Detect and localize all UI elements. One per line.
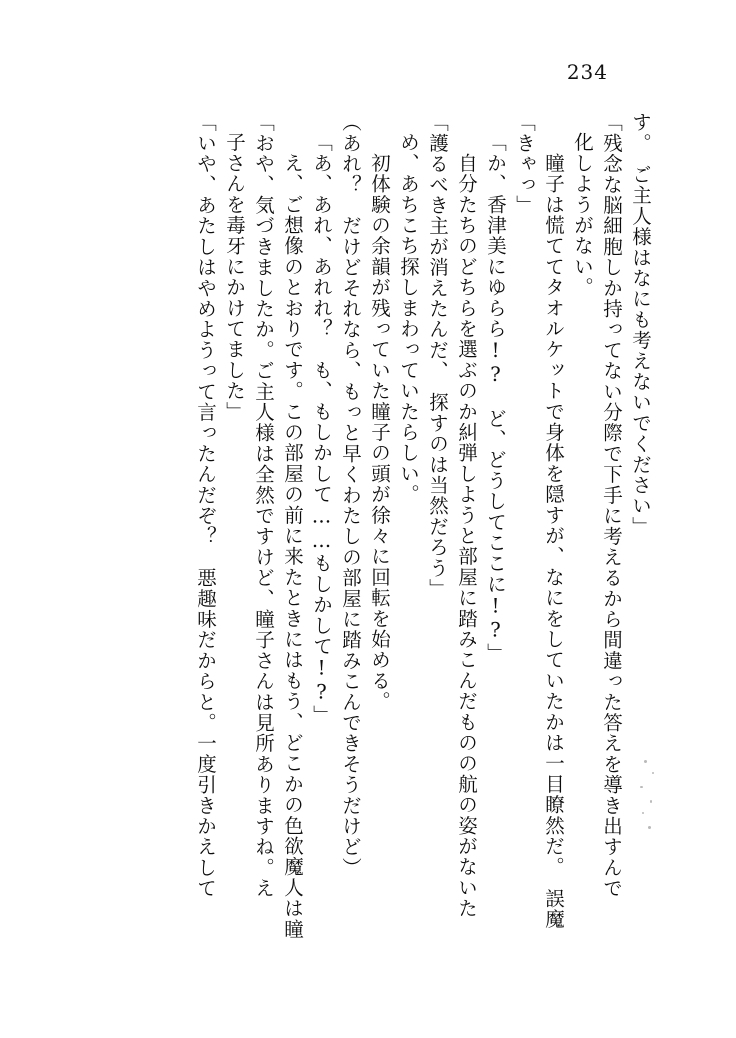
scan-speckle [640,786,643,788]
scan-speckle [648,826,651,829]
text-column: 子さんを毒牙にかけてました」 [223,132,246,422]
text-column: 初体験の余韻が残っていた瞳子の頭が徐々に回転を始める。 [368,132,391,712]
text-column: 「護るべき主が消えたんだ、 探すのは当然だろう」 [426,112,449,600]
scan-speckle [644,760,647,763]
page-number: 234 [566,60,608,84]
text-column: 「あ、あれ、あれれ？ も、もしかして……もしかして!?」 [310,132,333,726]
text-column: え、ご想像のとおりです。この部屋の前に来たときにはもう、どこかの色欲魔人は瞳 [281,132,304,940]
text-column: 「残念な脳細胞しか持ってない分際で下手に考えるから間違った答えを導き出すんで [600,112,623,899]
text-column: 「か、香津美にゆらら!? ど、どうしてここに!?」 [484,132,507,664]
vertical-text-body [60,112,650,972]
text-column: 化しようがない。 [571,132,594,298]
text-column: 自分たちのどちらを選ぶのか糾弾しようと部屋に踏みこんだものの航の姿がないた [455,132,478,919]
text-column: 「きゃっ」 [513,112,536,216]
text-column: め、あちこち探しまわっていたらしい。 [397,132,420,505]
text-column: 「いや、あたしはやめようって言ったんだぞ？ 悪趣味だからと。一度引きかえして [194,112,217,899]
scan-speckle [642,812,644,814]
text-column: （あれ？ だけどそれなら、もっと早くわたしの部屋に踏みこんできそうだけど） [339,112,362,878]
text-column: 「おや、気づきましたか。ご主人様は全然ですけど、瞳子さんは見所ありますね。え [252,112,275,899]
scan-speckle [652,772,654,774]
text-column: す。 ご主人様はなにも考えないでください」 [629,112,652,537]
text-column: 瞳子は慌ててタオルケットで身体を隠すが、なにをしていたかは一目瞭然だ。 誤魔 [542,132,565,930]
scan-speckle [650,800,652,803]
